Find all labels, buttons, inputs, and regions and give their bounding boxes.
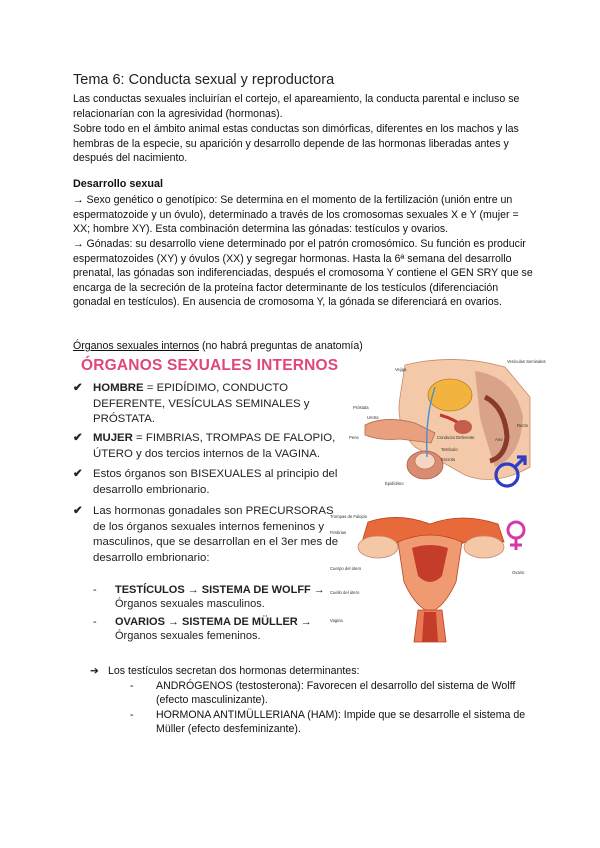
female-symbol-icon	[508, 522, 524, 550]
label-cuello-utero: Cuello del útero	[330, 590, 360, 595]
organos-heading	[73, 340, 363, 352]
hormonas-lead: Los testículos secretan dos hormonas determinantes:	[108, 665, 360, 677]
label-vagina: Vagina	[330, 618, 343, 623]
bullet-hormonas-text: Las hormonas gonadales son PRECURSORAS de los órganos sexuales internos femeninos y masculinos, que se desarrollan en el 3er mes de desarrollo embrionario:	[93, 505, 339, 564]
label-ano: Ano	[495, 437, 503, 442]
section-heading-desarrollo: Desarrollo sexual	[73, 178, 164, 190]
bullet-hombre-text: = EPIDÍDIMO, CONDUCTO DEFERENTE, VESÍCULAS SEMINALES y PRÓSTATA.	[93, 382, 310, 425]
label-vesiculas: Vesículas Seminales	[507, 359, 546, 364]
arrow-icon: ➔	[90, 665, 99, 677]
label-pene: Pene	[349, 435, 359, 440]
label-trompas: Trompas de Falopio	[330, 514, 368, 519]
bullet-hormonas	[73, 504, 341, 566]
label-recto: Recto	[517, 423, 528, 428]
sub-wolff-text: Órganos sexuales masculinos.	[115, 598, 265, 610]
label-ovario: Ovario	[512, 570, 525, 575]
label-prostata: Próstata	[353, 405, 369, 410]
label-epididimo: Epidídimo	[385, 481, 404, 486]
organos-heading-underlined: Órganos sexuales internos	[73, 340, 200, 352]
bullet-mujer	[73, 431, 341, 462]
hormonas-androgenos: ANDRÓGENOS (testosterona): Favorecen el desarrollo del sistema de Wolff (efecto masculinizante).	[156, 679, 516, 706]
desarrollo-genetico: → Sexo genético o genotípico: Se determina en el momento de la fertilización (unión entre un espermatozoide y un óvulo), determinado a través de los cromosomas sexuales X e Y (mujer = XX; hombre XY). Esta combinación determina las gónadas: testículos y ovarios.	[73, 194, 519, 236]
label-fimbrias: Fimbrias	[330, 530, 347, 535]
label-testiculo: Testículo	[441, 447, 458, 452]
list-item: - HORMONA ANTIMÜLLERIANA (HAM): Impide que se desarrolle el sistema de Müller (efecto desfeminizante).	[130, 708, 526, 735]
label-cuerpo-utero: Cuerpo del útero	[330, 566, 362, 571]
hormonas-list	[90, 664, 530, 737]
check-icon: ✔	[73, 468, 83, 480]
organos-heading-note: (no habrá preguntas de anatomía)	[199, 340, 363, 352]
bullet-hombre-bold: HOMBRE	[93, 382, 144, 394]
check-icon: ✔	[73, 505, 83, 517]
label-escroto: Escroto	[441, 457, 456, 462]
slide-title: ÓRGANOS SEXUALES INTERNOS	[81, 357, 339, 374]
intro-paragraph-2: Sobre todo en el ámbito animal estas conductas son dimórficas, diferentes en los machos y las hembras de la especie, su aparición y desarrollo depende de las hormonas liberadas antes y después del nacimiento.	[73, 123, 519, 165]
bullet-mujer-bold: MUJER	[93, 432, 133, 444]
check-icon: ✔	[73, 382, 83, 394]
label-conducto: Conducto Deferente	[437, 435, 475, 440]
sub-wolff: - TESTÍCULOS → SISTEMA DE WOLFF → Órganos sexuales masculinos.	[93, 584, 325, 610]
bullet-hombre	[73, 381, 341, 428]
label-uretra: Uretra	[367, 415, 379, 420]
sub-muller-bold: OVARIOS → SISTEMA DE MÜLLER →	[115, 616, 312, 628]
male-anatomy-figure	[345, 357, 546, 497]
hormonas-ham: HORMONA ANTIMÜLLERIANA (HAM): Impide que se desarrolle el sistema de Müller (efecto desfeminizante).	[156, 708, 526, 735]
intro-paragraph-1: Las conductas sexuales incluirían el cortejo, el apareamiento, la conducta parental e incluso se relacionarían con la agresividad (hormonas).	[73, 93, 520, 120]
label-vejiga: Vejiga	[395, 367, 407, 372]
bullet-bisexuales-text: Estos órganos son BISEXUALES al principio del desarrollo embrionario.	[93, 468, 338, 496]
slide-organos	[73, 357, 546, 647]
page-title: Tema 6: Conducta sexual y reproductora	[73, 72, 335, 88]
sub-muller: - OVARIOS → SISTEMA DE MÜLLER → Órganos sexuales femeninos.	[93, 616, 312, 642]
female-anatomy-figure	[328, 512, 533, 647]
sub-muller-text: Órganos sexuales femeninos.	[115, 630, 261, 642]
desarrollo-gonadas: → Gónadas: su desarrollo viene determinado por el patrón cromosómico. Su función es producir espermatozoides (XY) y óvulos (XX) y segregar hormonas. Hasta la 6ª semana del desarrollo prenatal, las gónadas son indiferenciadas, después el cromosoma Y contiene el GEN SRY que se encarga de la secreción de la proteína factor determinante de los testículos (diferenciación gonadal en testículos). En ausencia de cromosoma Y, la gónada se diferenciará en ovarios.	[73, 238, 533, 309]
bullet-mujer-text: = FIMBRIAS, TROMPAS DE FALOPIO, ÚTERO y dos tercios internos de la VAGINA.	[93, 432, 336, 460]
bullet-bisexuales	[73, 467, 341, 498]
list-item: - ANDRÓGENOS (testosterona): Favorecen el desarrollo del sistema de Wolff (efecto masculinizante).	[130, 679, 516, 706]
sub-wolff-bold: TESTÍCULOS → SISTEMA DE WOLFF →	[115, 584, 325, 596]
check-icon: ✔	[73, 432, 83, 444]
